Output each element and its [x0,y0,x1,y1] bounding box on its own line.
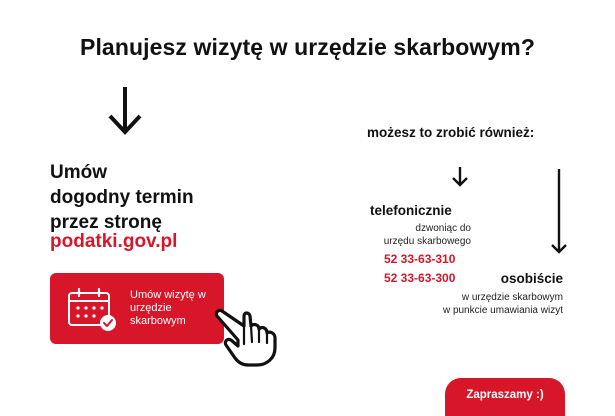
desc-line: dzwoniąc do [415,223,471,234]
book-visit-label: Umów wizytę w urzędzie skarbowym [130,289,206,327]
heading-line: przez stronę [50,212,162,233]
phone-number-link[interactable]: 52 33-63-300 [384,271,456,285]
other-options-intro: możesz to zrobić również: [367,125,535,140]
in-person-option-desc [410,291,563,317]
podatki-link[interactable]: podatki.gov.pl [50,231,178,252]
pointing-hand-icon [214,304,286,368]
page-title: Planujesz wizytę w urzędzie skarbowym? [80,34,535,60]
desc-line: urzędu skarbowego [383,236,471,247]
book-visit-button[interactable] [50,273,224,344]
calendar-check-icon [67,287,121,333]
heading-line: Umów [50,162,107,183]
arrow-down-icon [549,168,569,256]
arrow-down-icon [450,166,470,188]
in-person-option-title: osobiście [500,271,563,286]
online-booking-heading [50,160,194,235]
phone-option-title: telefonicznie [370,203,452,218]
invite-badge: Zapraszamy :) [445,378,565,416]
arrow-down-icon [107,85,143,137]
phone-number-link[interactable]: 52 33-63-310 [384,252,456,266]
desc-line: w punkcie umawiania wizyt [442,305,563,316]
desc-line: w urzędzie skarbowym [461,292,563,303]
phone-option-desc [363,222,471,248]
heading-line: dogodny termin [50,187,194,208]
